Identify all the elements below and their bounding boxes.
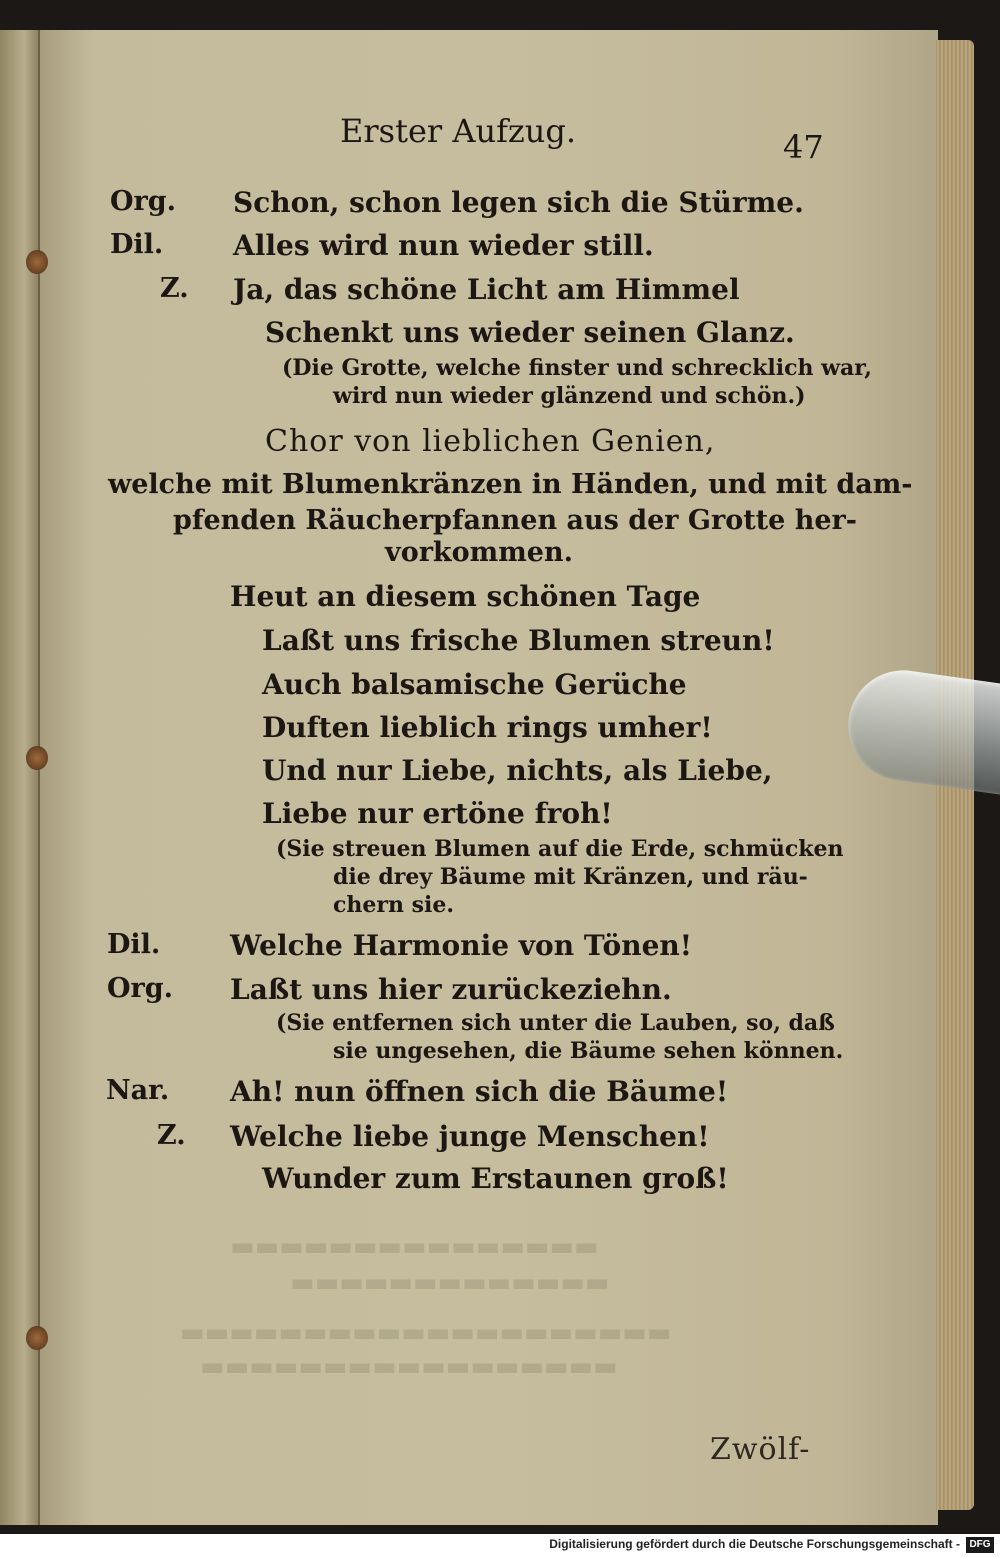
speaker-label: Nar. [106, 1075, 170, 1106]
dialogue-line: Schenkt uns wieder seinen Glanz. [265, 316, 795, 349]
stage-direction: chern sie. [333, 892, 455, 918]
speaker-label: Org. [107, 973, 174, 1004]
dialogue-line: Laßt uns hier zurückeziehn. [230, 973, 672, 1006]
digitization-footer [0, 1534, 1000, 1557]
dialogue-line: Ja, das schöne Licht am Himmel [233, 273, 740, 306]
dialogue-line: Ah! nun öffnen sich die Bäume! [230, 1075, 729, 1108]
show-through-text: ▬▬▬▬▬▬▬▬▬▬▬▬▬▬▬▬▬▬▬▬ [180, 1318, 672, 1348]
chorus-description: pfenden Räucherpfannen aus der Grotte her- [173, 505, 857, 536]
binding-stitch [26, 1326, 48, 1350]
catchword: Zwölf- [710, 1432, 811, 1467]
verse-line: Auch balsamische Gerüche [262, 668, 687, 701]
show-through-text: ▬▬▬▬▬▬▬▬▬▬▬▬▬▬▬ [230, 1232, 599, 1262]
speaker-label: Z. [157, 1120, 186, 1151]
speaker-label: Org. [110, 186, 177, 217]
binding-stitch [26, 746, 48, 770]
dialogue-line: Alles wird nun wieder still. [233, 229, 654, 262]
stage-direction: (Sie streuen Blumen auf die Erde, schmücken [276, 836, 844, 862]
chorus-description: welche mit Blumenkränzen in Händen, und mit dam- [108, 469, 913, 500]
dialogue-line: Welche liebe junge Menschen! [230, 1120, 710, 1153]
stage-direction: (Sie entfernen sich unter die Lauben, so, daß [276, 1010, 835, 1036]
speaker-label: Dil. [110, 229, 164, 260]
verse-line: Duften lieblich rings umher! [262, 711, 713, 744]
stage-direction: sie ungesehen, die Bäume sehen können. [333, 1038, 844, 1064]
dialogue-line: Schon, schon legen sich die Stürme. [233, 186, 804, 219]
stage-direction: wird nun wieder glänzend und schön.) [333, 383, 806, 409]
chorus-heading: Chor von lieblichen Genien, [265, 424, 716, 459]
stage-direction: (Die Grotte, welche finster und schrecklich war, [282, 355, 872, 381]
dfg-logo: DFG [966, 1537, 994, 1553]
verse-line: Laßt uns frische Blumen streun! [262, 624, 775, 657]
speaker-label: Z. [160, 273, 189, 304]
verse-line: Liebe nur ertöne froh! [262, 797, 613, 830]
show-through-text: ▬▬▬▬▬▬▬▬▬▬▬▬▬▬▬▬▬ [200, 1352, 618, 1382]
show-through-text: ▬▬▬▬▬▬▬▬▬▬▬▬▬ [290, 1268, 610, 1298]
dialogue-line: Welche Harmonie von Tönen! [230, 929, 693, 962]
running-head: Erster Aufzug. [340, 112, 577, 150]
page-number: 47 [783, 128, 824, 166]
footer-credit: Digitalisierung gefördert durch die Deutsche Forschungsgemeinschaft - [549, 1537, 960, 1551]
chorus-description: vorkommen. [385, 537, 573, 568]
binding-stitch [26, 250, 48, 274]
verse-line: Heut an diesem schönen Tage [230, 580, 701, 613]
verse-line: Und nur Liebe, nichts, als Liebe, [262, 754, 773, 787]
stage-direction: die drey Bäume mit Kränzen, und räu- [333, 864, 808, 890]
speaker-label: Dil. [107, 929, 161, 960]
dialogue-line: Wunder zum Erstaunen groß! [262, 1162, 729, 1195]
